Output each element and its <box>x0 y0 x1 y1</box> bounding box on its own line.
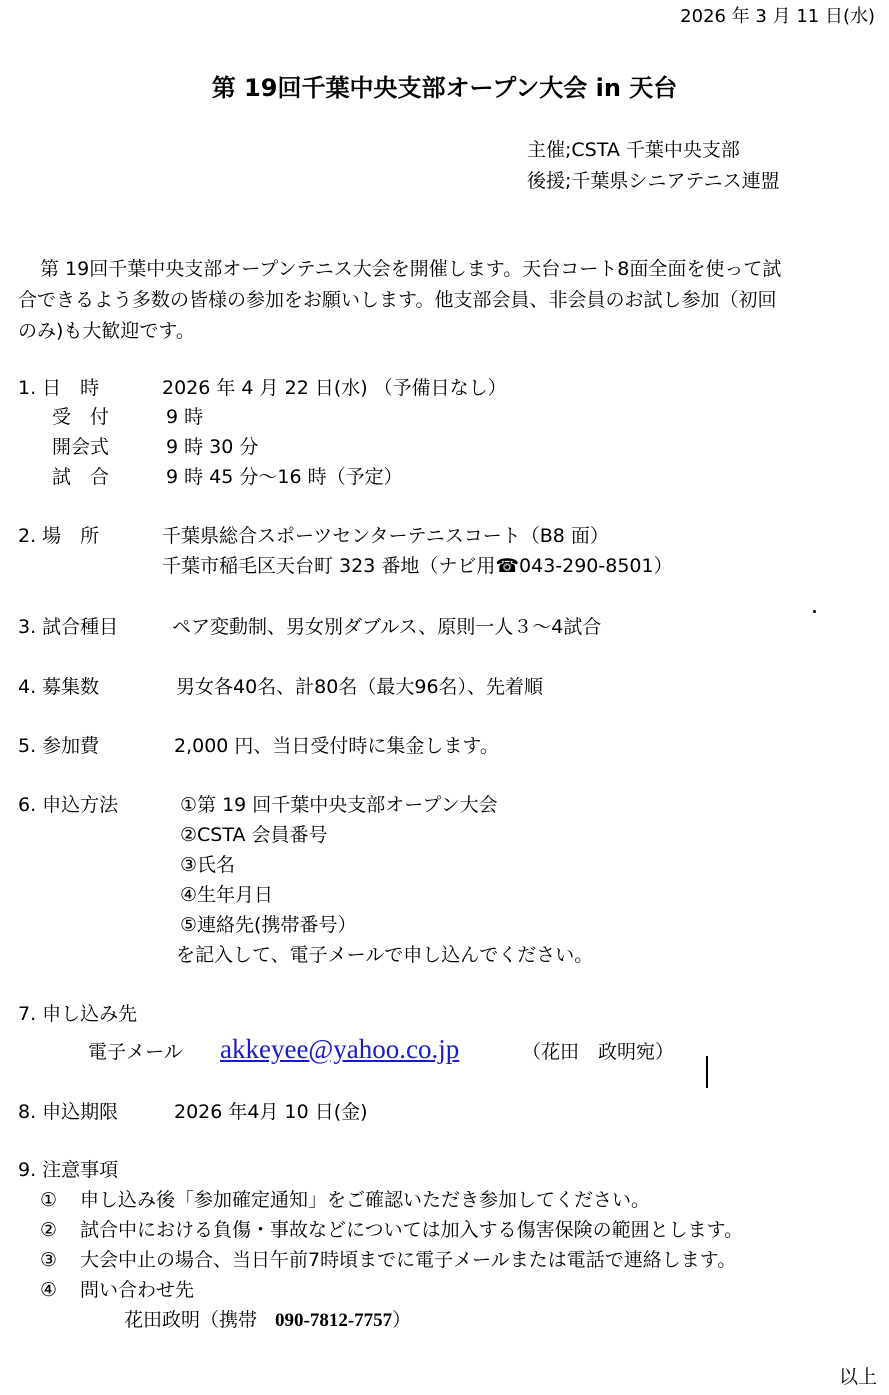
notice-number: ① <box>40 1189 58 1211</box>
entry-fee: 2,000 円、当日受付時に集金します。 <box>174 735 499 757</box>
section-6-label: 6. 申込方法 <box>18 794 119 816</box>
section-1-label: 1. 日 時 <box>18 377 100 399</box>
sponsor: 後援;千葉県シニアテニス連盟 <box>527 170 780 192</box>
closing-mark: 以上 <box>838 1366 877 1388</box>
contact-line <box>124 1309 411 1333</box>
document-title: 第 19回千葉中央支部オープン大会 in 天台 <box>211 74 678 102</box>
notice-text: 試合中における負傷・事故などについては加入する傷害保険の範囲とします。 <box>80 1219 744 1241</box>
section-9-label: 9. 注意事項 <box>18 1159 119 1181</box>
email-link[interactable]: akkeyee@yahoo.co.jp <box>220 1034 460 1064</box>
match-label: 試 合 <box>52 466 110 488</box>
section-7-label: 7. 申し込み先 <box>18 1003 138 1025</box>
stray-dot <box>813 610 816 613</box>
section-8-label: 8. 申込期限 <box>18 1101 119 1123</box>
deadline: 2026 年4月 10 日(金) <box>174 1101 368 1123</box>
match-type: ペア変動制、男女別ダブルス、原則一人３～4試合 <box>172 616 602 638</box>
application-item: ⑤連絡先(携帯番号） <box>180 914 357 936</box>
email-label: 電子メール <box>88 1041 183 1063</box>
contact-phone: 090-7812-7757 <box>275 1310 393 1331</box>
reception-label: 受 付 <box>52 406 110 428</box>
intro-line-1: 第 19回千葉中央支部オープンテニス大会を開催します。天台コート8面全面を使って試 <box>40 258 782 280</box>
section-2-label: 2. 場 所 <box>18 525 100 547</box>
capacity: 男女各40名、計80名（最大96名）、先着順 <box>176 676 544 698</box>
email-addressee: （花田 政明宛） <box>522 1041 675 1063</box>
reception-value: 9 時 <box>166 406 204 428</box>
section-1-date: 2026 年 4 月 22 日(水) （予備日なし） <box>162 377 507 399</box>
notice-text: 申し込み後「参加確定通知」をご確認いただき参加してください。 <box>80 1189 651 1211</box>
opening-label: 開会式 <box>52 436 110 458</box>
notice-text: 大会中止の場合、当日午前7時頃までに電子メールまたは電話で連絡します。 <box>80 1249 737 1271</box>
notice-number: ② <box>40 1219 58 1241</box>
organizer: 主催;CSTA 千葉中央支部 <box>527 139 740 161</box>
section-4-label: 4. 募集数 <box>18 676 100 698</box>
intro-line-2: 合できるよう多数の皆様の参加をお願いします。他支部会員、非会員のお試し参加（初回 <box>18 289 777 311</box>
notice-text: 問い合わせ先 <box>80 1279 195 1301</box>
venue-name: 千葉県総合スポーツセンターテニスコート（B8 面） <box>162 525 609 547</box>
intro-line-3: のみ)も大歓迎です。 <box>18 320 195 342</box>
application-item: ④生年月日 <box>180 884 274 906</box>
application-item: ①第 19 回千葉中央支部オープン大会 <box>180 794 498 816</box>
document-date: 2026 年 3 月 11 日(水) <box>680 6 875 27</box>
venue-address: 千葉市稲毛区天台町 323 番地（ナビ用☎043-290-8501） <box>162 555 673 577</box>
match-value: 9 時 45 分～16 時（予定） <box>166 466 403 488</box>
application-item: ③氏名 <box>180 854 236 876</box>
application-item: ②CSTA 会員番号 <box>180 824 328 846</box>
application-footer: を記入して、電子メールで申し込んでください。 <box>176 944 594 966</box>
section-5-label: 5. 参加費 <box>18 735 100 757</box>
text-cursor <box>706 1056 708 1088</box>
section-3-label: 3. 試合種目 <box>18 616 119 638</box>
opening-value: 9 時 30 分 <box>166 436 259 458</box>
contact-close: ） <box>392 1309 412 1331</box>
contact-name: 花田政明（携帯 <box>124 1309 258 1331</box>
notice-number: ③ <box>40 1249 58 1271</box>
notice-number: ④ <box>40 1279 58 1301</box>
